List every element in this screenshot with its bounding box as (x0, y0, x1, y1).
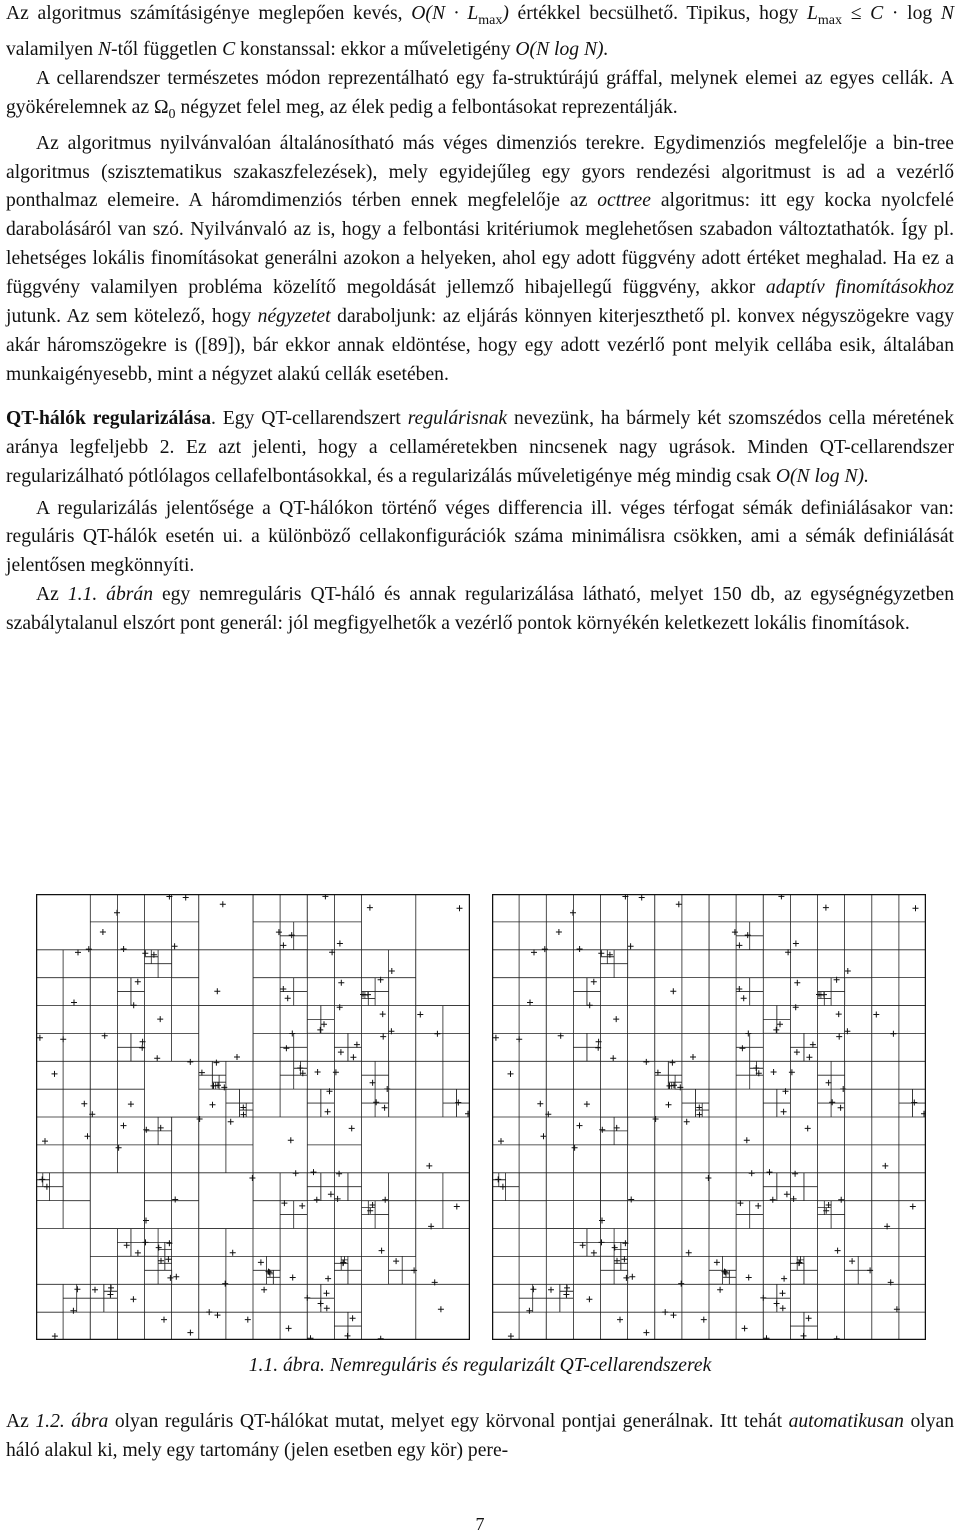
math-nlogn: O(N log N). (775, 465, 869, 487)
regularized-quadtree (492, 894, 926, 1340)
text-run: négyzet felel meg, az élek pedig a felbontásokat reprezentálják. (180, 96, 678, 118)
text-run: A cellarendszer természetes módon reprezentálható egy fa-struktúrájú gráffal, melynek elemei az egyes cellák. A gyökérelemnek az (6, 67, 954, 118)
term-automatic: automatikusan (788, 1411, 904, 1432)
text-run: Az (6, 1411, 29, 1432)
text-run: Az (36, 584, 59, 606)
text-run: algoritmus: itt egy kocka nyolcfelé darabolásáról van szó. Nyilvánvaló az is, hogy a felbontási kritériumok meglehetősen szabadon változtathatók. Így pl. lehetséges lokális finomításokat generálni azokon a helyeken, ahol egy adott függvény adott értéket meghalad. Ha ez a függvény valamilyen probléma közelítő megoldását jellemző hibajellegű függvény, akkor (6, 190, 955, 299)
text-run: valamilyen (6, 38, 94, 60)
text-run: konstanssal: ekkor a műveletigény (240, 38, 511, 60)
term-adaptive: adaptív finomításokhoz (765, 277, 954, 299)
paragraph-significance (6, 495, 954, 582)
quadtree-cells (36, 894, 470, 1340)
math-complexity: $O(N \cdot L_{max})$ (411, 3, 509, 28)
figure-reference: 1.1. ábrán (67, 584, 153, 606)
section-heading: QT-hálók regularizálása (6, 407, 212, 429)
math-bound: $L_{max} \le C \cdot \log N$ (807, 3, 954, 28)
math-N: N (97, 38, 112, 60)
text-run: olyan reguláris QT-hálókat mutat, melyet egy körvonal pontjai generálnak. Itt tehát (114, 1411, 783, 1432)
text-run: -től független (111, 38, 218, 60)
term-squares: négyzetet (257, 306, 331, 328)
text-run: értékkel becsülhető. Tipikus, hogy (517, 3, 799, 24)
text-run: daraboljunk: az eljárás könnyen kiterjeszthető pl. konvex négyszögekre vagy akár háromszögekre is ([89]), bár ekkor annak eldöntése, hogy egy adott vezérlő pont melyik cellába esik, általában munkaigényesebb, mint a négyzet alakú cellák esetében. (6, 306, 955, 385)
page-number: 7 (475, 1514, 485, 1534)
math-omega: $\Omega_0$ (153, 96, 176, 122)
quadtree-cells (492, 894, 926, 1340)
nonregular-quadtree (36, 894, 470, 1340)
text-run: nevezünk, ha bármely két szomszédos cella méretének aránya legfeljebb 2. Ez azt jelenti, hogy a cellaméretekben nincsenek nagy ugrások. Minden QT-cellarendszer regularizálható pótlólagos cellafelbontásokkal, és a regularizálás műveletigénye még mindig csak (6, 407, 954, 487)
paragraph-generalization (6, 130, 954, 390)
figure-quadtrees (36, 894, 926, 1344)
text-run: jutunk. Az sem kötelező, hogy (6, 306, 252, 328)
text-run: egy nemreguláris QT-háló és annak regularizálása látható, melyet 150 db, az egységnégyzetben szabálytalanul elszórt pont generál: jól megfigyelhetők a vezérlő pontok környékén keletkezett lokális finomítások. (6, 584, 954, 635)
text-run: Az algoritmus nyilvánvalóan általánosítható más véges dimenziós terekre. Egydimenziós megfelelője a bin-tree algoritmus (szisztematikus szakaszfelezések), mely egyidejűleg egy gyors rendezési algoritmust is ad a vezérlő ponthalmaz elemeire. A háromdimenziós térben ennek megfelelője az (6, 132, 954, 212)
paragraph-regularization (6, 405, 954, 492)
paragraph-circle (6, 1408, 954, 1466)
text-run: A regularizálás jelentősége a QT-hálókon történő véges differencia ill. véges térfogat sémák definiálásakor van: reguláris QT-hálók esetén ui. a különböző cellakonfigurációk száma minimálisra csökken, ami a sémák definiálását jelentősen megkönnyíti. (6, 497, 954, 577)
body-text (6, 0, 954, 639)
paragraph-tree (6, 65, 954, 130)
body-text-continued (6, 1408, 954, 1466)
paragraph-figure-ref (6, 581, 954, 639)
text-run: Az algoritmus számításigénye meglepően kevés, (6, 3, 403, 24)
figure-caption: 1.1. ábra. Nemreguláris és regularizált QT-cellarendszerek (248, 1355, 712, 1376)
math-C: C (222, 38, 236, 60)
term-octtree: octtree (597, 190, 651, 212)
figure-reference: 1.2. ábra (35, 1411, 109, 1432)
paragraph-complexity (6, 0, 954, 65)
term-regular: regulárisnak (407, 407, 508, 429)
math-nlogn: O(N log N). (515, 38, 609, 60)
text-run: olyan háló alakul ki, mely egy tartomány (jelen esetben egy kör) pere- (6, 1411, 954, 1461)
text-run: . Egy QT-cellarendszert (211, 407, 401, 429)
